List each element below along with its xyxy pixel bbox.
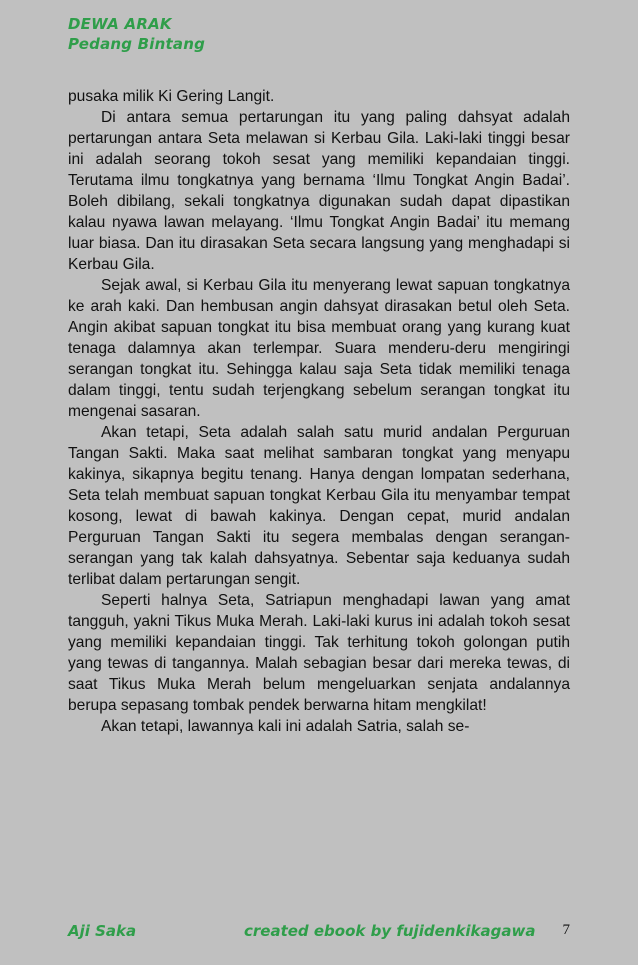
book-series-title: DEWA ARAK [68, 15, 172, 33]
paragraph: Di antara semua pertarungan itu yang paling dahsyat adalah pertarungan antara Seta melawan si Kerbau Gila. Laki-laki tinggi besar ini adalah seorang tokoh sesat yang memiliki kepandaian tinggi. Terutama ilmu tongkatnya yang bernama ‘Ilmu Tongkat Angin Badai’. Boleh dibilang, sekali tongkatnya digunakan sudah dapat dipastikan kalau nyawa lawan melayang. ‘Ilmu Tongkat Angin Badai’ itu memang luar biasa. Dan itu dirasakan Seta secara langsung yang menghadapi si Kerbau Gila. [68, 109, 570, 273]
footer-author: Aji Saka [68, 922, 137, 940]
book-title: Pedang Bintang [68, 35, 206, 53]
page-footer [68, 922, 570, 944]
footer-credit: created ebook by fujidenkikagawa [244, 922, 536, 940]
page-number: 7 [562, 922, 570, 938]
paragraph: Akan tetapi, Seta adalah salah satu murid andalan Perguruan Tangan Sakti. Maka saat melihat sambaran tongkat yang menyapu kakinya, sikapnya begitu tenang. Hanya dengan lompatan sederhana, Seta telah membuat sapuan tongkat Kerbau Gila itu menyambar tempat kosong, lewat di bawah kakinya. Dengan cepat, murid andalan Perguruan Tangan Sakti itu segera membalas dengan serangan-serangan yang tak kalah dahsyatnya. Sebentar saja keduanya sudah terlibat dalam pertarungan sengit. [68, 424, 570, 588]
paragraph: Sejak awal, si Kerbau Gila itu menyerang lewat sapuan tongkatnya ke arah kaki. Dan hembusan angin dahsyat dirasakan betul oleh Seta. Angin akibat sapuan tongkat itu bisa membuat orang yang kurang kuat tenaga dalamnya akan terlempar. Suara menderu-deru mengiringi serangan tongkat itu. Sehingga kalau saja Seta tidak memiliki tenaga dalam tinggi, tentu sudah terjengkang sebelum serangan tongkat itu mengenai sasaran. [68, 277, 570, 420]
paragraph: pusaka milik Ki Gering Langit. [68, 88, 275, 105]
page-header [68, 14, 205, 54]
page-body [68, 86, 570, 737]
paragraph: Akan tetapi, lawannya kali ini adalah Satria, salah se- [101, 718, 470, 735]
paragraph: Seperti halnya Seta, Satriapun menghadapi lawan yang amat tangguh, yakni Tikus Muka Merah. Laki-laki kurus ini adalah tokoh sesat yang memiliki kepandaian tinggi. Tak terhitung tokoh golongan putih yang tewas di tangannya. Malah sebagian besar dari mereka tewas, di saat Tikus Muka Merah belum mengeluarkan senjata andalannya berupa sepasang tombak pendek berwarna hitam mengkilat! [68, 592, 570, 714]
